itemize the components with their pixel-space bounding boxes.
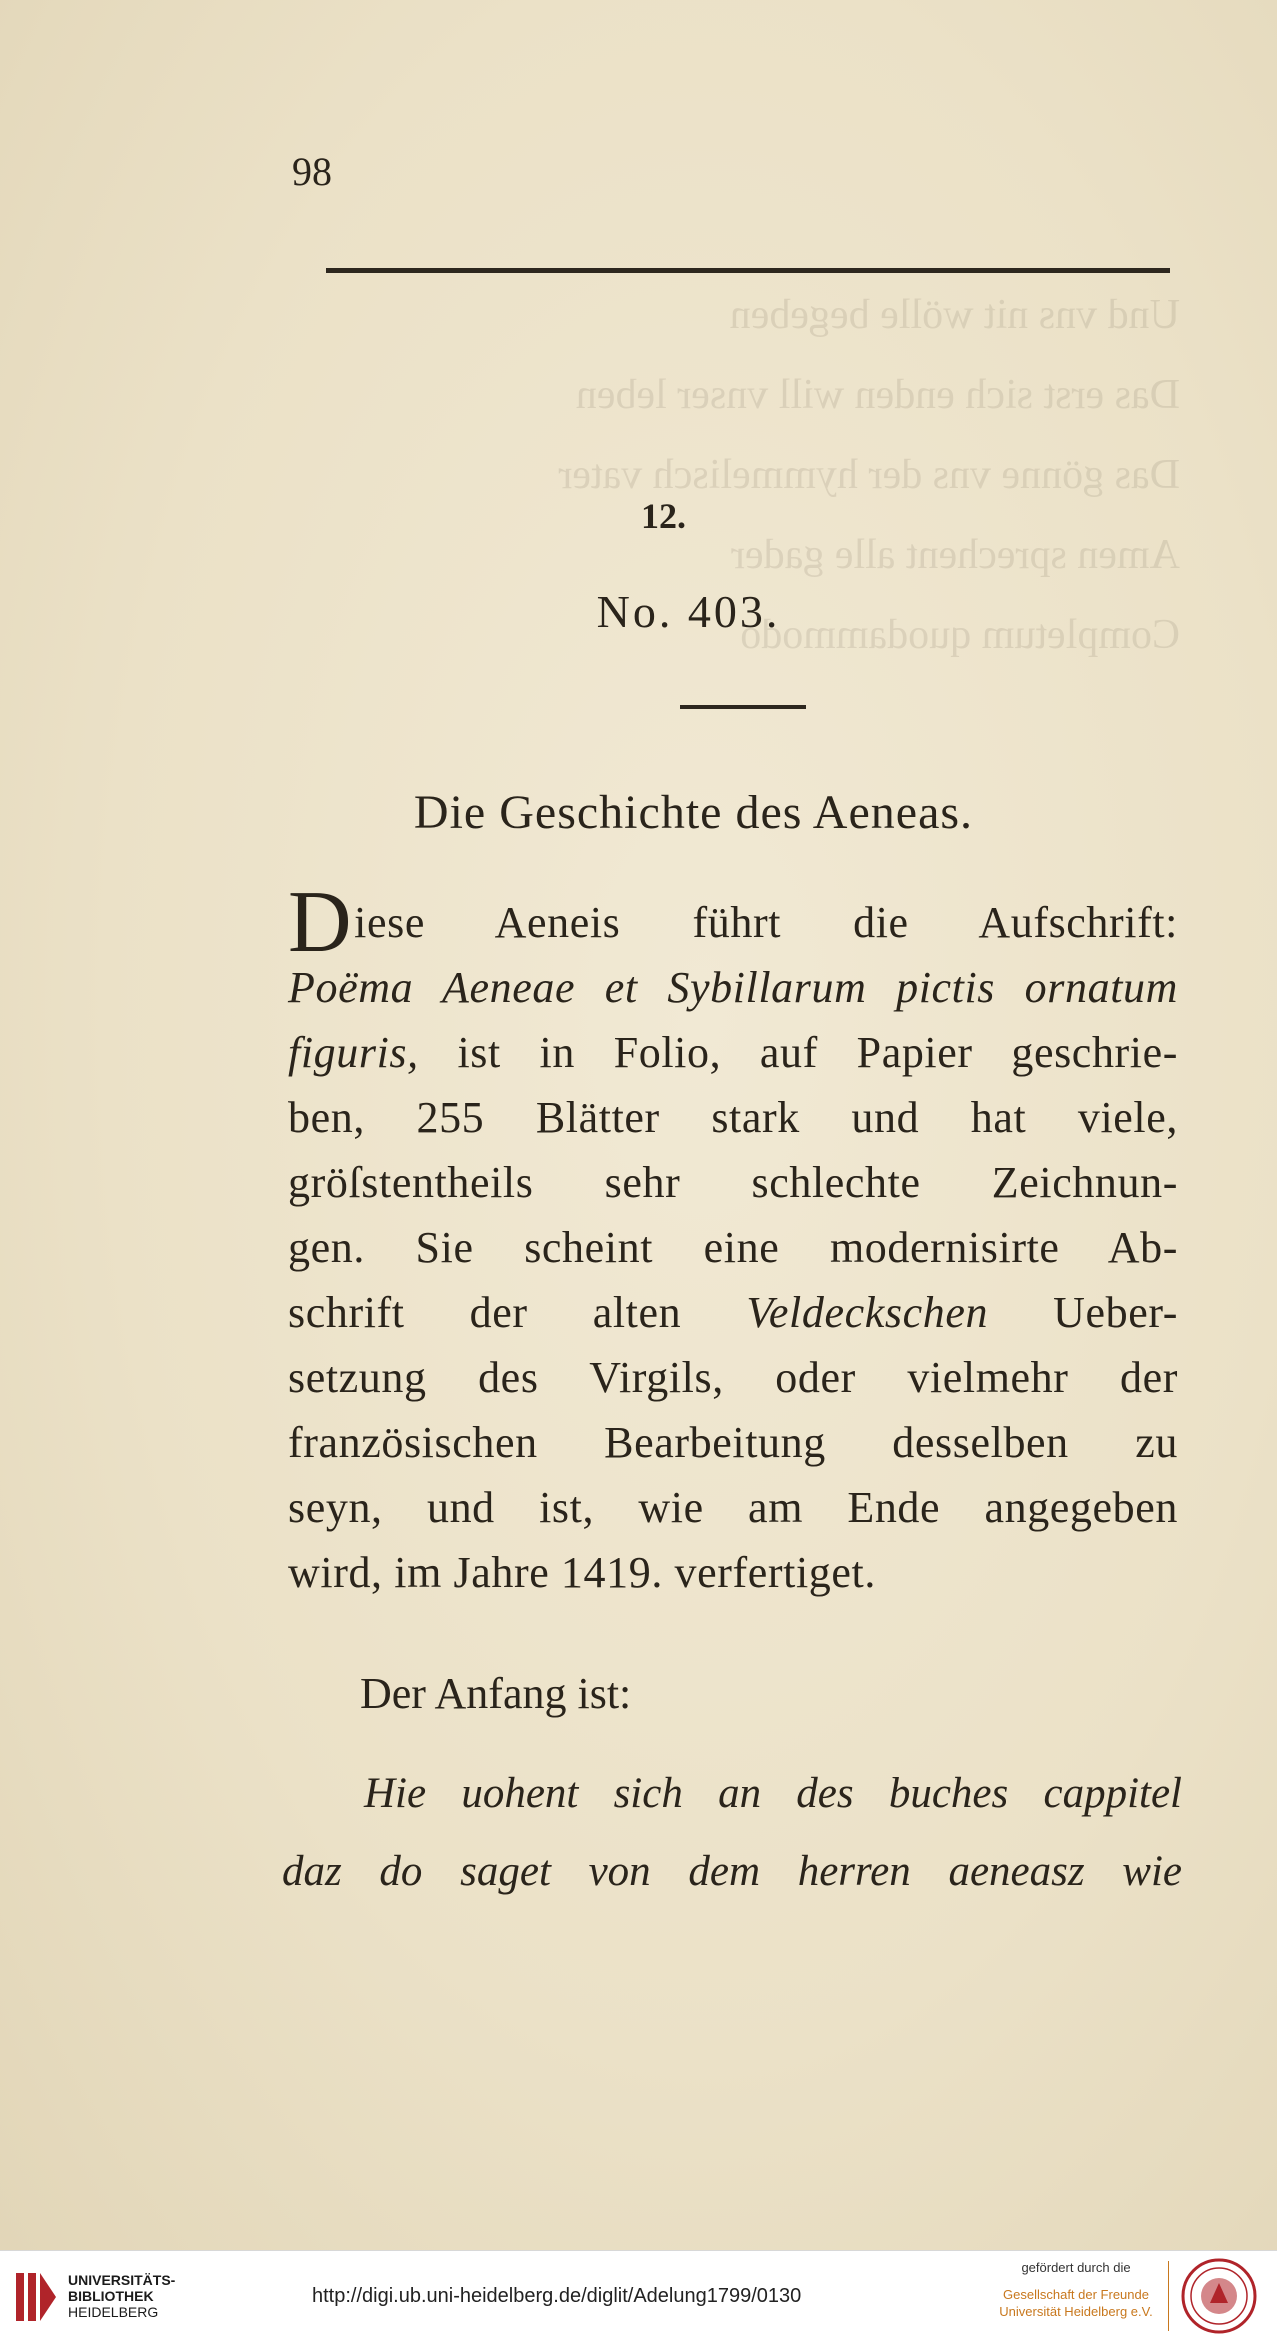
header-rule [326,268,1170,273]
body-line: Poëma Aeneae et Sybillarum pictis ornatum [288,963,1178,1012]
heading-rule [680,705,806,709]
quote-line: Hie uohent sich an des buches cappitel [364,1770,1182,1817]
page-number: 98 [292,149,332,194]
university-seal-icon [1180,2257,1258,2335]
body-text [288,874,1178,1605]
sponsor-label: gefördert durch die [1021,2260,1131,2275]
sponsor-divider [1168,2261,1169,2331]
drop-cap: D [288,874,353,971]
sponsor-name: Gesellschaft der Freunde [1003,2287,1149,2302]
footer-bar [0,2250,1277,2341]
body-line: schrift der alten Veldeckschen Ueber- [288,1288,1178,1337]
sponsor-credit [990,2259,1162,2320]
show-through-text: Und vns nit wölle begeben Das erst sich enden will vnser leben Das gönne vns der hymmelisch vater Amen sprechent alle gader Completum quodammodo [558,292,1180,658]
body-line: wird, im Jahre 1419. verfertiget. [288,1548,876,1597]
body-line: setzung des Virgils, oder vielmehr der [288,1353,1178,1402]
body-line: französischen Bearbeitung desselben zu [288,1418,1178,1467]
section-number: 12. [641,496,686,536]
library-name: UNIVERSITÄTS- BIBLIOTHEK HEIDELBERG [68,2272,176,2320]
quoted-text [282,1755,1182,1911]
quote-intro: Der Anfang ist: [360,1669,632,1718]
sponsor-name: Universität Heidelberg e.V. [999,2304,1153,2319]
body-line: figuris, ist in Folio, auf Papier geschrie- [288,1028,1178,1077]
body-line: gen. Sie scheint eine modernisirte Ab- [288,1223,1178,1272]
body-line: seyn, und ist, wie am Ende angegeben [288,1483,1178,1532]
quote-line: daz do saget von dem herren aeneasz wie [282,1848,1182,1895]
chapter-heading: Die Geschichte des Aeneas. [413,786,974,839]
body-line: Diese Aeneis führt die Aufschrift: [288,874,1178,971]
body-line: gröſstentheils sehr schlechte Zeichnun- [288,1158,1178,1207]
body-line: ben, 255 Blätter stark und hat viele, [288,1093,1178,1142]
permalink[interactable]: http://digi.ub.uni-heidelberg.de/diglit/Adelung1799/0130 [312,2285,802,2307]
university-library-logo-icon [14,2269,58,2325]
item-number: No. 403. [596,586,781,637]
